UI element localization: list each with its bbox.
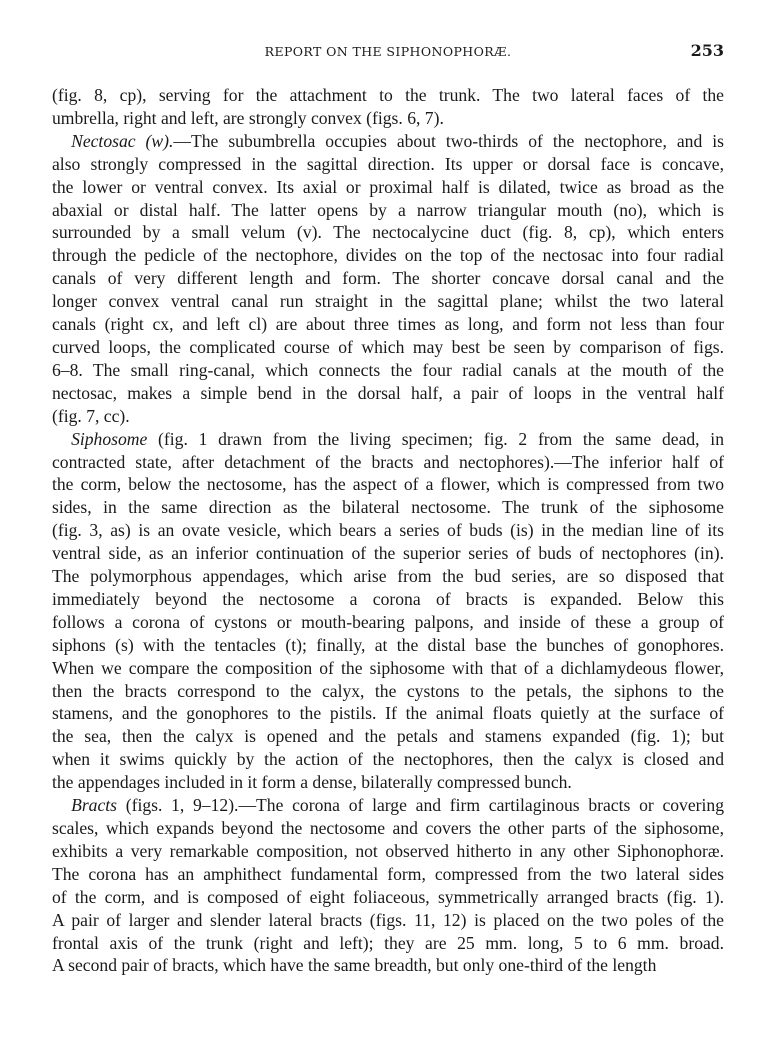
text-line <box>52 428 724 451</box>
text-line: 6–8. The small ring-canal, which connects the four radial canals at the mouth of the <box>52 359 724 380</box>
text-line: then the bracts correspond to the calyx, the cystons to the petals, the siphons to the <box>52 680 724 701</box>
text-line: (fig. 8, cp), serving for the attachment to the trunk. The two lateral faces of the <box>52 85 724 105</box>
text-line: the appendages included in it form a dense, bilaterally compressed bunch. <box>52 772 572 793</box>
text-line: canals (right cx, and left cl) are about three times as long, and form not less than four <box>52 314 724 335</box>
text-line: curved loops, the complicated course of which may best be seen by comparison of figs. <box>52 336 724 357</box>
text-line: immediately beyond the nectosome a corona of bracts is expanded. Below this <box>52 588 724 609</box>
text-line: (fig. 3, as) is an ovate vesicle, which bears a series of buds (is) in the median line of its <box>52 520 724 541</box>
section-heading-bracts: Bracts <box>71 795 118 816</box>
text-line: scales, which expands beyond the nectosome and covers the other parts of the siphosome, <box>52 818 724 838</box>
text-line: the lower or ventral convex. Its axial or proximal half is dilated, twice as broad as the <box>52 176 724 197</box>
text-line: the sea, then the calyx is opened and the petals and stamens expanded (fig. 1); but <box>52 726 724 747</box>
text-line <box>52 130 724 153</box>
text-run: (figs. 1, 9–12).—The corona of large and firm cartilaginous bracts or covering <box>117 795 724 816</box>
text-line: also strongly compressed in the sagittal direction. Its upper or dorsal face is concave, <box>52 153 724 174</box>
text-line: A pair of larger and slender lateral bracts (figs. 11, 12) is placed on the two poles of the <box>52 909 724 930</box>
text-run: (fig. 1 drawn from the living specimen; fig. 2 from the same dead, in <box>147 428 724 449</box>
text-line: surrounded by a small velum (v). The nectocalycine duct (fig. 8, cp), which enters <box>52 222 724 243</box>
text-line: of the corm, and is composed of eight foliaceous, symmetrically arranged bracts (fig. 1). <box>52 886 724 907</box>
page-header <box>52 40 724 64</box>
text-line: contracted state, after detachment of the bracts and nectophores).—The inferior half of <box>52 451 724 472</box>
paragraph-nectosac <box>52 130 724 428</box>
paragraph-fig8-continuation <box>52 84 724 130</box>
text-line: when it swims quickly by the action of the nectophores, then the calyx is closed and <box>52 749 724 770</box>
section-heading-nectosac: Nectosac (w). <box>71 130 174 151</box>
page-number: 253 <box>690 41 724 60</box>
body-text <box>52 84 724 977</box>
text-line: through the pedicle of the nectophore, divides on the top of the nectosac into four radial <box>52 245 724 266</box>
paragraph-bracts <box>52 794 724 977</box>
text-line: exhibits a very remarkable composition, not observed hitherto in any other Siphonophoræ. <box>52 840 724 861</box>
text-line: The polymorphous appendages, which arise from the bud series, are so disposed that <box>52 566 724 587</box>
text-line: ventral side, as an inferior continuation of the superior series of buds of nectophores (in). <box>52 543 724 564</box>
text-line: longer convex ventral canal run straight in the sagittal plane; whilst the two lateral <box>52 291 724 312</box>
text-line: frontal axis of the trunk (right and left); they are 25 mm. long, 5 to 6 mm. broad. <box>52 932 724 953</box>
text-line: abaxial or distal half. The latter opens by a narrow triangular mouth (no), which is <box>52 199 724 220</box>
text-line: follows a corona of cystons or mouth-bearing palpons, and inside of these a group of <box>52 611 724 632</box>
text-line: A second pair of bracts, which have the same breadth, but only one-third of the length <box>52 955 657 976</box>
text-line: (fig. 7, cc). <box>52 405 130 426</box>
running-head: REPORT ON THE SIPHONOPHORÆ. <box>264 44 512 59</box>
text-line: sides, in the same direction as the bilateral nectosome. The trunk of the siphosome <box>52 497 724 518</box>
text-line: When we compare the composition of the siphosome with that of a dichlamydeous flower, <box>52 657 724 678</box>
text-line: umbrella, right and left, are strongly convex (figs. 6, 7). <box>52 107 444 128</box>
text-line <box>52 794 724 817</box>
text-run: —The subumbrella occupies about two-thirds of the nectophore, and is <box>173 130 724 151</box>
text-line: The corona has an amphithect fundamental form, compressed from the two lateral sides <box>52 863 724 884</box>
section-heading-siphosome: Siphosome <box>71 428 148 449</box>
text-line: stamens, and the gonophores to the pistils. If the animal floats quietly at the surface of <box>52 703 724 724</box>
text-line: the corm, below the nectosome, has the aspect of a flower, which is compressed from two <box>52 474 724 495</box>
paragraph-siphosome <box>52 428 724 795</box>
text-line: siphons (s) with the tentacles (t); finally, at the distal base the bunches of gonophores. <box>52 634 724 655</box>
text-line: nectosac, makes a simple bend in the dorsal half, a pair of loops in the ventral half <box>52 382 724 403</box>
text-line: canals of very different length and form. The shorter concave dorsal canal and the <box>52 268 724 289</box>
